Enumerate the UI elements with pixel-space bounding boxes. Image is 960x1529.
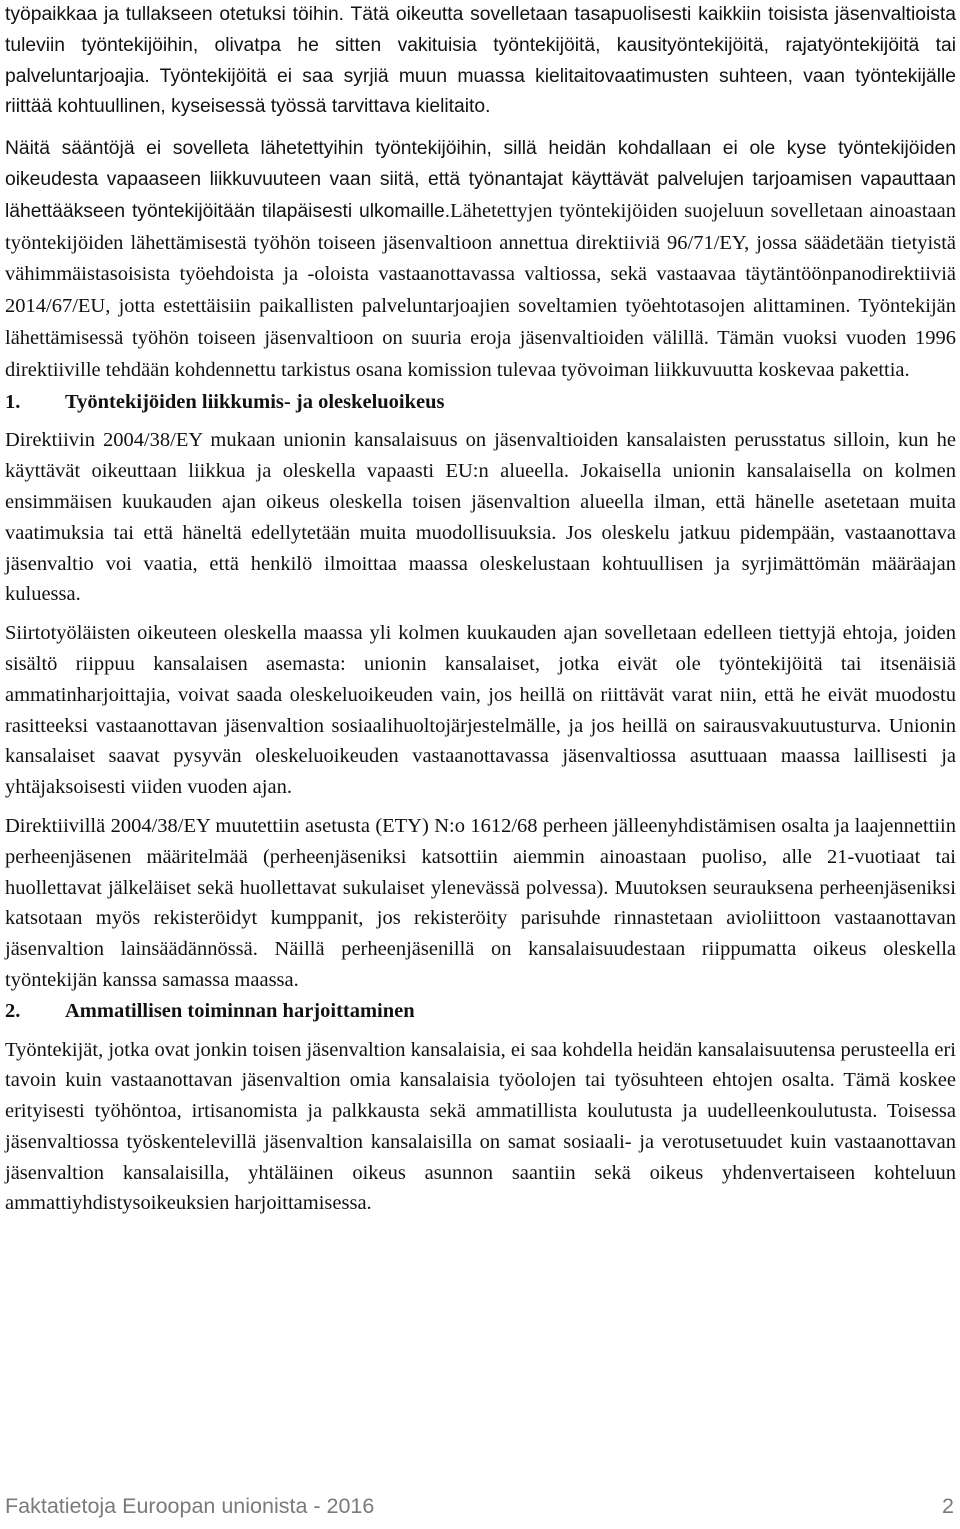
paragraph-worker-rights: työpaikkaa ja tullakseen otetuksi töihin. Tätä oikeutta sovelletaan tasapuolisesti kaikkiin toisista jäsenvaltioista tuleviin työntekijöihin, olivatpa he sitten vakituisia työntekijöitä, kausityöntekijöitä, rajatyöntekijöitä tai palveluntarjoajia. Työntekijöitä ei saa syrjiä muun muassa kielitaitovaatimusten suhteen, vaan työntekijälle riittää kohtuullinen, kyseisessä työssä tarvittava kielitaito. [5,4,956,118]
section-heading-2 [5,996,956,1027]
footer-title: Faktatietoja Euroopan unionista - 2016 [5,1494,375,1518]
paragraph-equal-treatment: Työntekijät, jotka ovat jonkin toisen jäsenvaltion kansalaisia, ei saa kohdella heidän kansalaisuutensa perusteella eri tavoin kuin vastaanottavan jäsenvaltion omia kansalaisia työolojen tai työsuhteen ehtojen osalta. Tämä koskee erityisesti työhöntoa, irtisanomista ja palkkausta sekä ammatillista koulutusta ja uudelleenkoulutusta. Toisessa jäsenvaltiossa työskentelevillä jäsenvaltion kansalaisilla on samat sosiaali- ja verotusetuudet kuin vastaanottavan jäsenvaltion kansalaisilla, yhtäläinen oikeus asunnon saantiin sekä oikeus yhdenvertaiseen kohteluun ammattiyhdistysoikeuksien harjoittamisessa. [5,1038,956,1215]
section-title-2: Ammatillisen toiminnan harjoittaminen [65,999,415,1022]
paragraph-posted-workers-intro: Näitä sääntöjä ei sovelleta lähetettyihin työntekijöihin, sillä heidän kohdallaan ei ole kyse työntekijöiden oikeudesta vapaaseen liikkuvuuteen vaan siitä, että työnantajat käyttävät palvelujen tarjoamisen vapauttaan lähettääkseen työntekijöitään tilapäisesti ulkomaille. [5,138,956,222]
section-number-1: 1. [5,390,21,413]
document-body [5,0,956,1219]
footer-page-number: 2 [942,1494,954,1518]
section-number-2: 2. [5,999,21,1022]
paragraph-posted-workers-directive: Lähetettyjen työntekijöiden suojeluun sovelletaan ainoastaan työntekijöiden lähettämisestä työhön toiseen jäsenvaltioon annettua direktiiviä 96/71/EY, jossa säädetään tietyistä vähimmäistasoisista työehdoista ja -oloista vastaanottavassa valtiossa, sekä vastaavaa täytäntöönpanodirektiiviä 2014/67/EU, jotta estettäisiin paikallisten palveluntarjoajien soveltamien työehtotasojen alittaminen. Työntekijän lähettämisessä työhön toiseen jäsenvaltioon on suuria eroja jäsenvaltioiden välillä. Tämän vuoksi vuoden 1996 direktiiville tehdään kohdennettu tarkistus osana komission tulevaa työvoiman liikkuvuutta koskevaa pakettia. [5,199,957,381]
paragraph-citizenship-directive: Direktiivin 2004/38/EY mukaan unionin kansalaisuus on jäsenvaltioiden kansalaisten perusstatus silloin, kun he käyttävät oikeuttaan liikkua ja oleskella vapaasti EU:n alueella. Jokaisella unionin kansalaisella on kolmen ensimmäisen kuukauden ajan oikeus oleskella toisen jäsenvaltion alueella ilman, että hänelle asetetaan muita vaatimuksia tai että häneltä edellytetään muita muodollisuuksia. Jos oleskelu jatkuu pidempään, vastaanottava jäsenvaltio voi vaatia, että henkilö ilmoittaa maassa oleskelustaan kohtuullisen ja syrjimättömän määräajan kuluessa. [5,429,956,606]
paragraph-posted-workers [5,134,956,386]
section-title-1: Työntekijöiden liikkumis- ja oleskeluoikeus [65,390,445,413]
section-heading-1 [5,387,956,418]
page-footer [5,1494,954,1519]
paragraph-family-members: Direktiivillä 2004/38/EY muutettiin asetusta (ETY) N:o 1612/68 perheen jälleenyhdistämisen osalta ja laajennettiin perheenjäsenen määritelmää (perheenjäseniksi katsottiin aiemmin ainoastaan puoliso, alle 21-vuotiaat tai huollettavat jälkeläiset sekä huollettavat sukulaiset ylenevässä polvessa). Muutoksen seurauksena perheenjäseniksi katsotaan myös rekisteröidyt kumppanit, jos rekisteröity parisuhde rinnastetaan avioliittoon vastaanottavan jäsenvaltion lainsäädännössä. Näillä perheenjäsenillä on kansalaisuudestaan riippumatta oikeus oleskella työntekijän kanssa samassa maassa. [5,814,956,991]
paragraph-residence-conditions: Siirtotyöläisten oikeuteen oleskella maassa yli kolmen kuukauden ajan sovelletaan edelleen tiettyjä ehtoja, joiden sisältö riippuu kansalaisen asemasta: unionin kansalaiset, jotka eivät ole työntekijöitä tai itsenäisiä ammatinharjoittajia, voivat saada oleskeluoikeuden vain, jos heillä on riittävät varat niin, että he eivät muodostu rasitteeksi vastaanottavan jäsenvaltion sosiaalihuoltojärjestelmälle, ja jos heillä on sairausvakuutusturva. Unionin kansalaiset saavat pysyvän oleskeluoikeuden vastaanottavassa jäsenvaltiossa asuttuaan maassa laillisesti ja yhtäjaksoisesti viiden vuoden ajan. [5,622,956,799]
